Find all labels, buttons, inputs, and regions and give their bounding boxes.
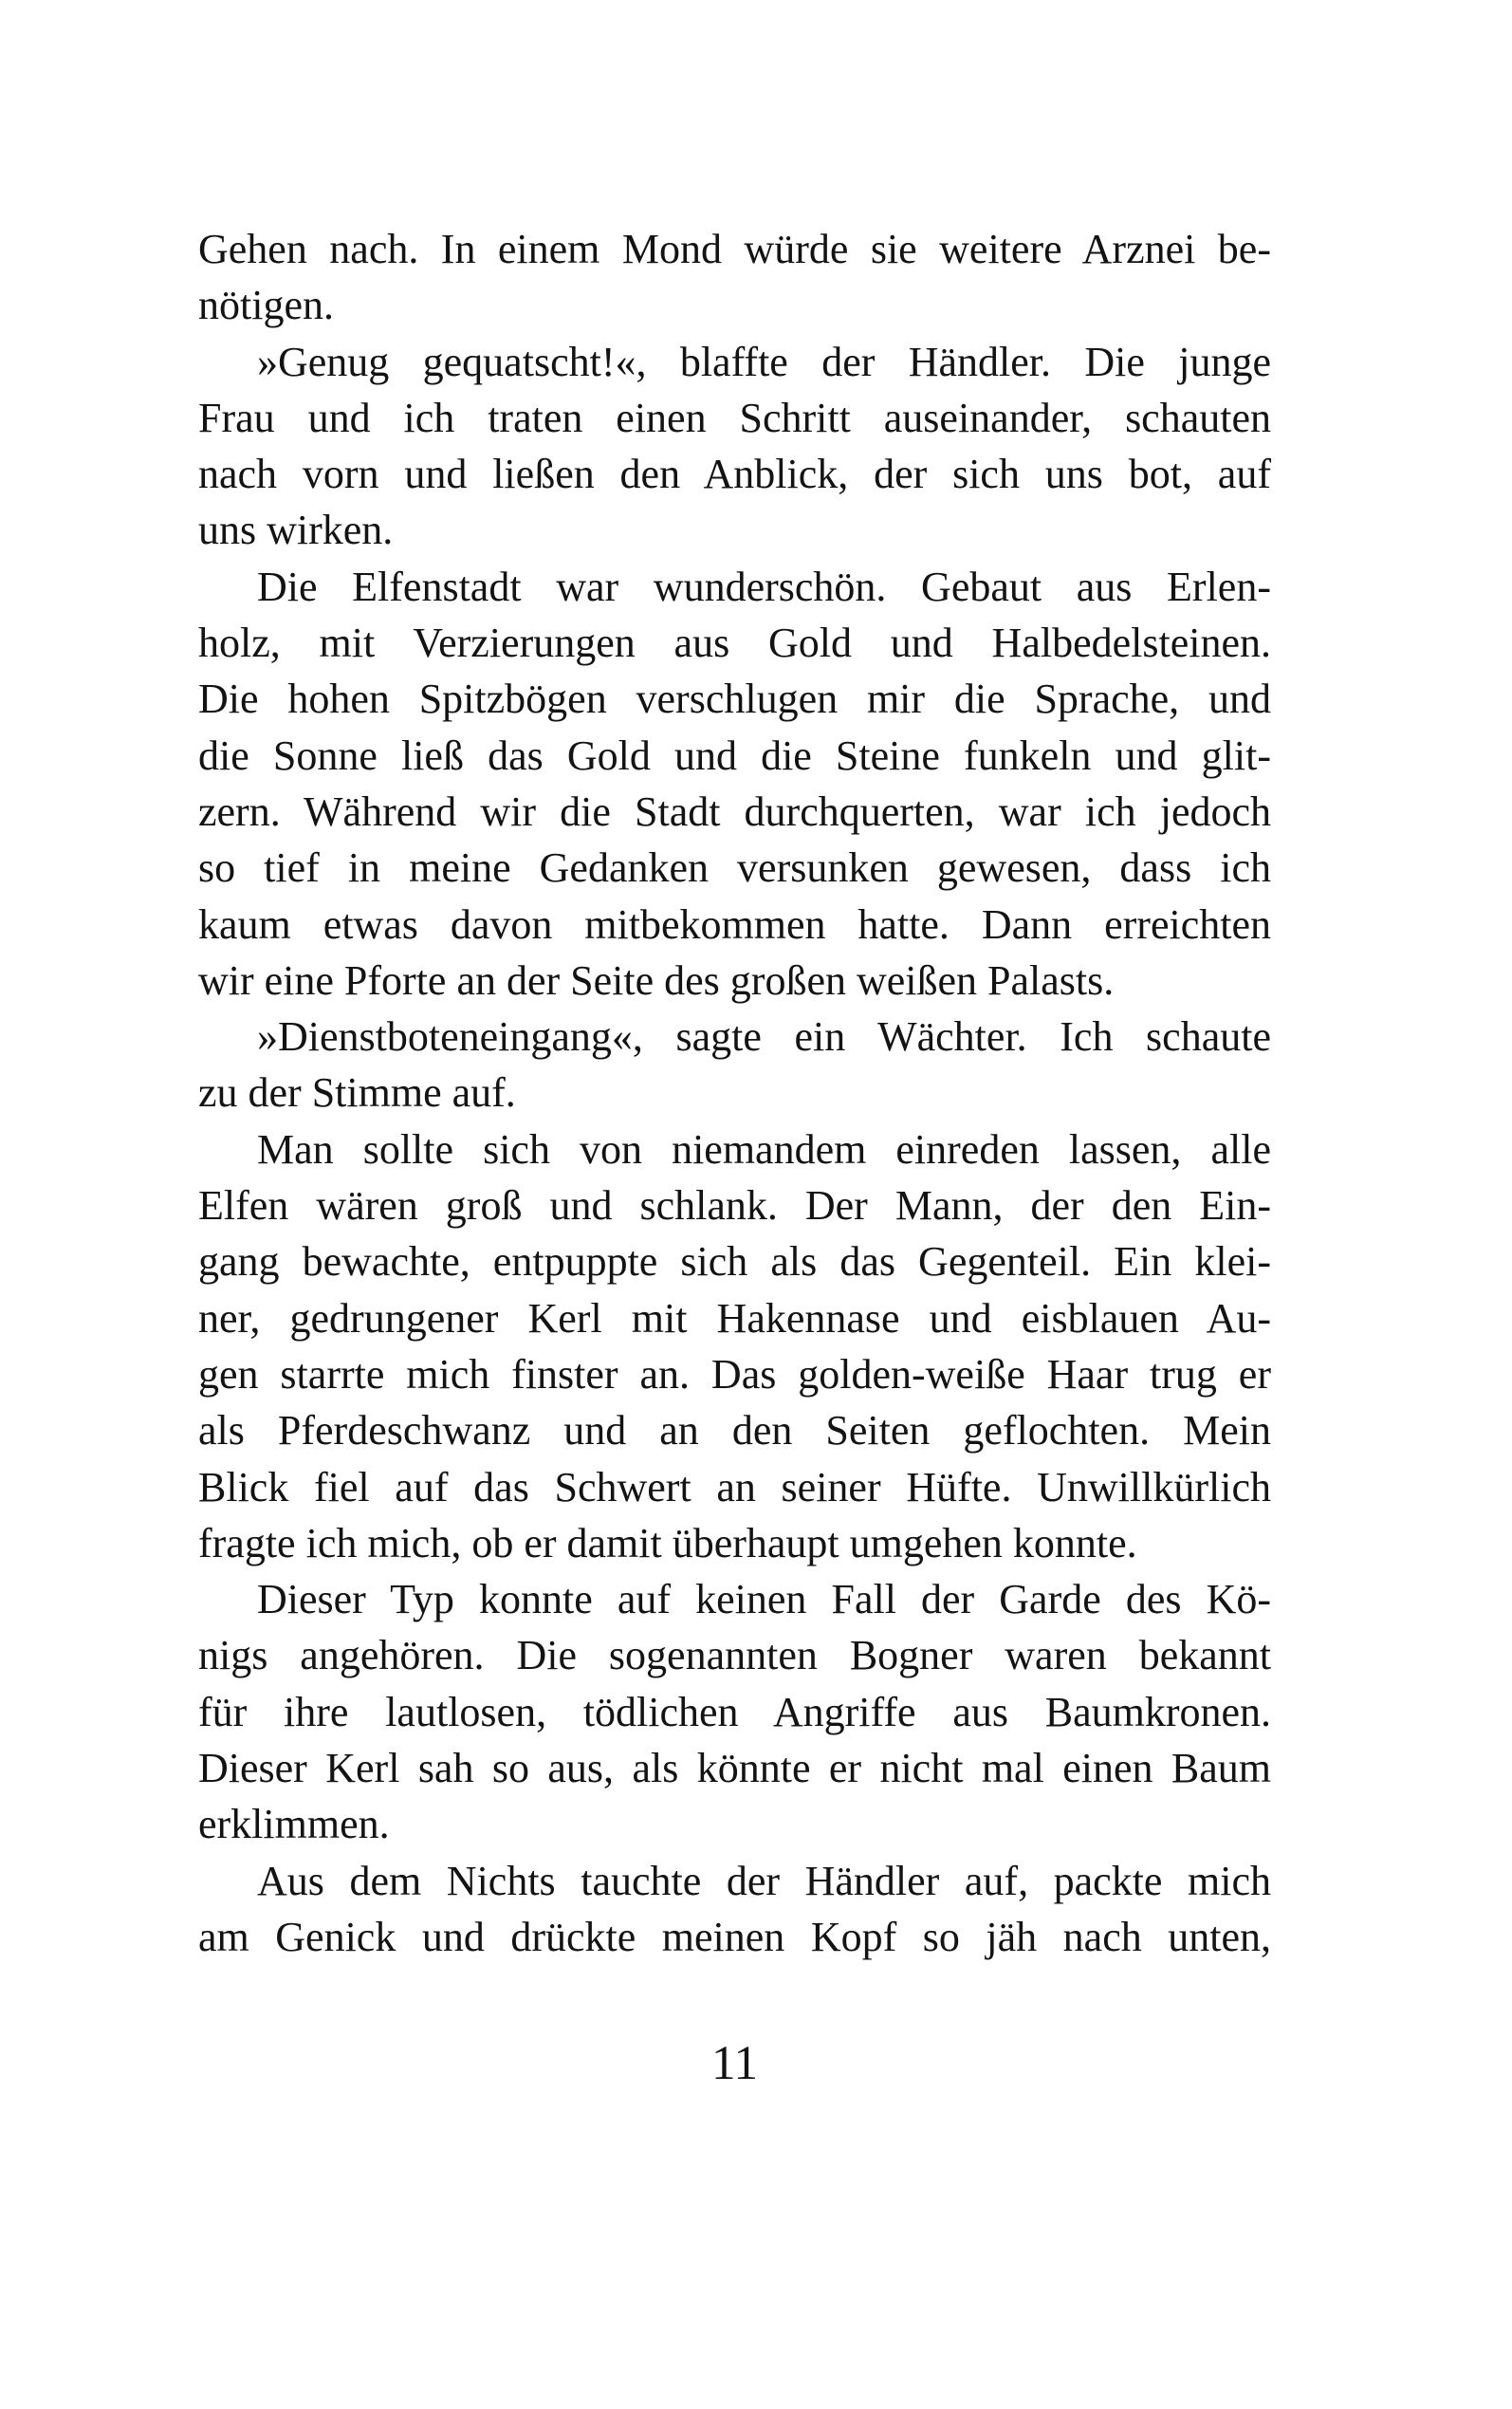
text-line: Die hohen Spitzbögen verschlugen mir die Sprache, und xyxy=(198,676,1271,723)
text-line: gen starrte mich finster an. Das golden-weiße Haar trug er xyxy=(198,1350,1271,1398)
text-line: Gehen nach. In einem Mond würde sie weitere Arznei be- xyxy=(198,226,1271,272)
text-line: erklimmen. xyxy=(198,1801,390,1848)
text-line: holz, mit Verzierungen aus Gold und Halbedelsteinen. xyxy=(198,620,1271,667)
text-line: nach vorn und ließen den Anblick, der sich uns bot, auf xyxy=(198,451,1271,498)
paragraph xyxy=(198,1009,1271,1121)
text-line: kaum etwas davon mitbekommen hatte. Dann erreichten xyxy=(198,900,1271,948)
paragraph xyxy=(198,559,1271,1009)
text-line: Die Elfenstadt war wunderschön. Gebaut aus Erlen- xyxy=(257,563,1271,610)
text-line: ner, gedrungener Kerl mit Hakennase und eisblauen Au- xyxy=(198,1294,1271,1342)
body-text xyxy=(198,221,1271,1965)
paragraph xyxy=(198,1853,1271,1966)
text-line: am Genick und drückte meinen Kopf so jäh nach unten, xyxy=(198,1913,1271,1960)
text-line: zu der Stimme auf. xyxy=(198,1069,516,1117)
text-line: nigs angehören. Die sogenannten Bogner waren bekannt xyxy=(198,1632,1271,1679)
text-line: Dieser Kerl sah so aus, als könnte er nicht mal einen Baum xyxy=(198,1745,1271,1792)
text-line: Elfen wären groß und schlank. Der Mann, der den Ein- xyxy=(198,1182,1271,1230)
text-line: »Genug gequatscht!«, blaffte der Händler. Die junge xyxy=(257,338,1271,385)
page-number: 11 xyxy=(710,2037,759,2090)
text-line: uns wirken. xyxy=(198,507,394,554)
paragraph xyxy=(198,334,1271,559)
text-line: gang bewachte, entpuppte sich als das Gegenteil. Ein klei- xyxy=(198,1238,1271,1286)
text-line: »Dienstboteneingang«, sagte ein Wächter. Ich schaute xyxy=(257,1013,1271,1061)
text-line: Dieser Typ konnte auf keinen Fall der Garde des Kö- xyxy=(257,1576,1271,1623)
text-line: Frau und ich traten einen Schritt auseinander, schauten xyxy=(198,394,1271,441)
text-line: als Pferdeschwanz und an den Seiten geflochten. Mein xyxy=(198,1407,1271,1455)
text-line: wir eine Pforte an der Seite des großen weißen Palasts. xyxy=(198,956,1115,1004)
paragraph xyxy=(198,221,1271,334)
text-line: so tief in meine Gedanken versunken gewesen, dass ich xyxy=(198,844,1271,892)
text-line: Aus dem Nichts tauchte der Händler auf, packte mich xyxy=(257,1857,1271,1904)
paragraph xyxy=(198,1121,1271,1571)
text-line: für ihre lautlosen, tödlichen Angriffe aus Baumkronen. xyxy=(198,1688,1271,1735)
text-line: nötigen. xyxy=(198,282,334,329)
text-line: Man sollte sich von niemandem einreden lassen, alle xyxy=(257,1125,1271,1173)
text-line: Blick fiel auf das Schwert an seiner Hüfte. Unwillkürlich xyxy=(198,1463,1271,1510)
text-line: fragte ich mich, ob er damit überhaupt umgehen konnte. xyxy=(198,1519,1137,1566)
text-line: zern. Während wir die Stadt durchquerten, war ich jedoch xyxy=(198,788,1271,835)
paragraph xyxy=(198,1571,1271,1852)
text-line: die Sonne ließ das Gold und die Steine funkeln und glit- xyxy=(198,732,1271,779)
